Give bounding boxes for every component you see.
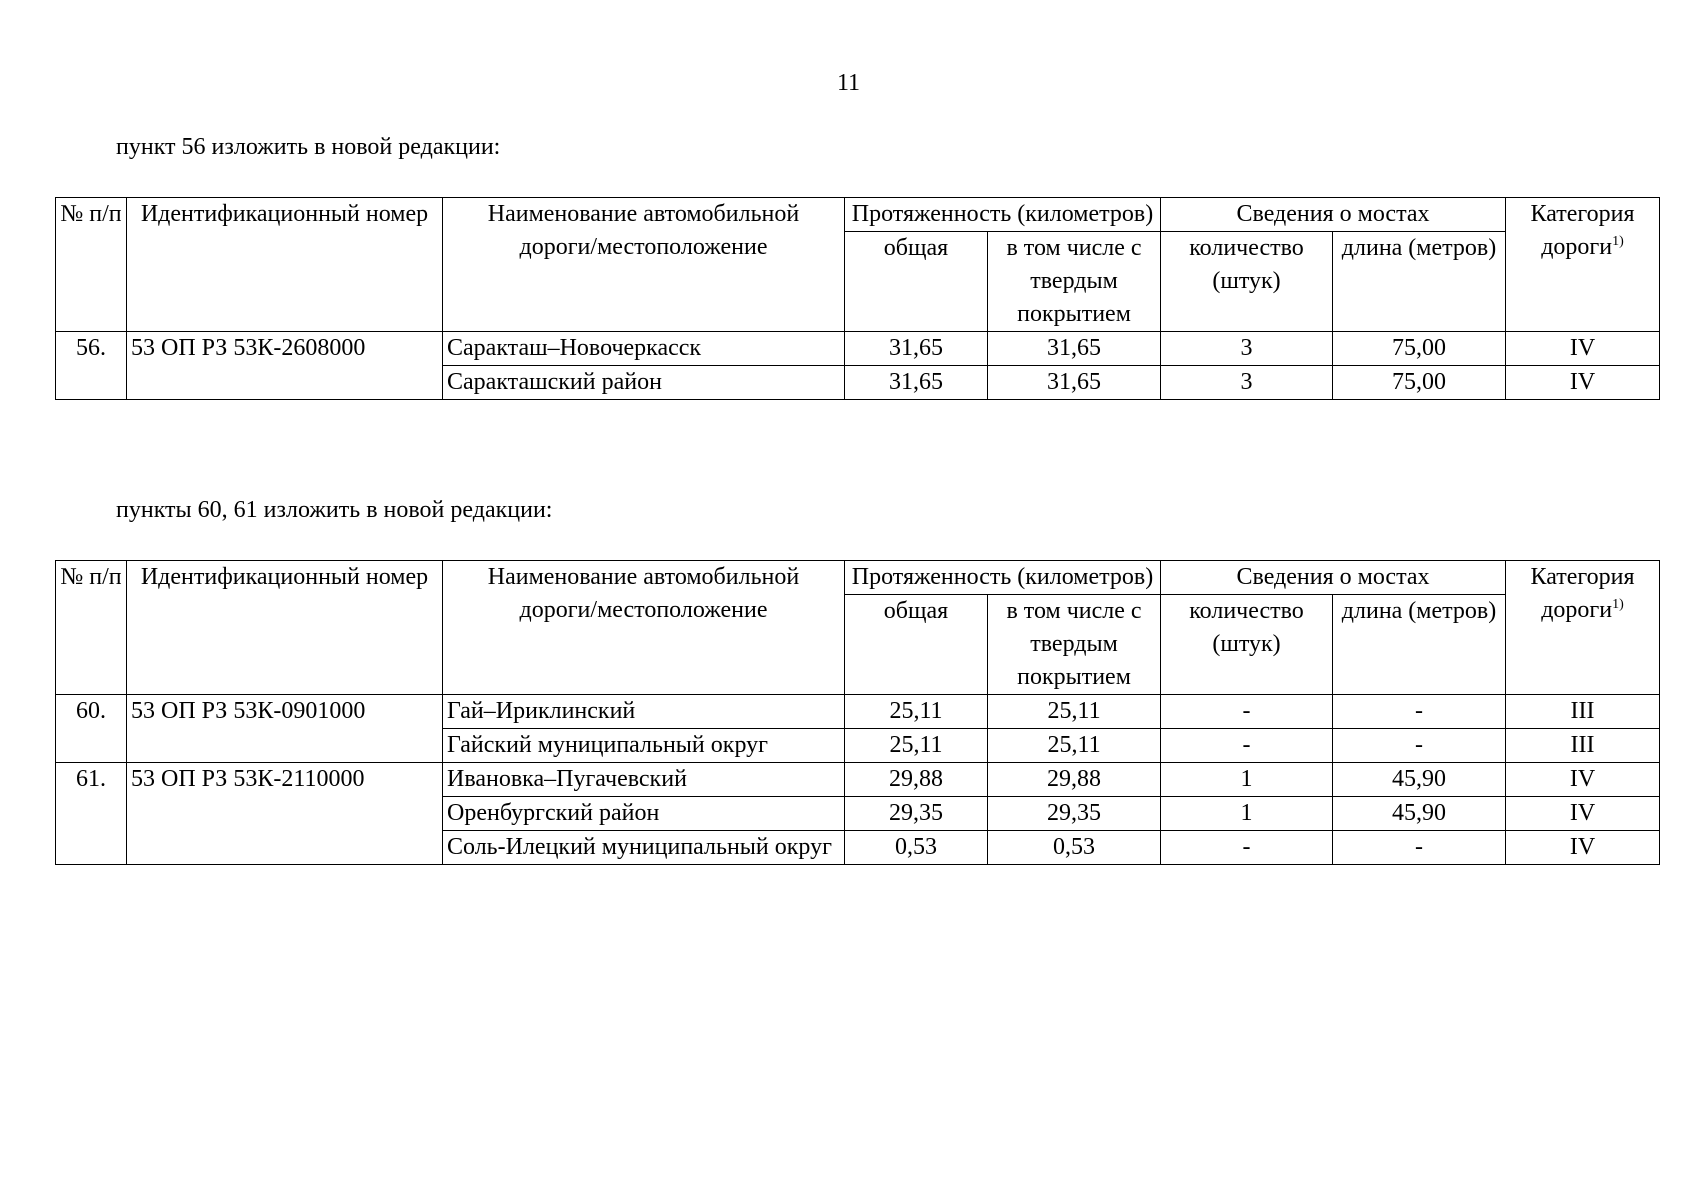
row-count: - — [1161, 695, 1333, 729]
header-hard: в том числе с твердым покрытием — [988, 232, 1161, 332]
row-hard: 29,88 — [988, 763, 1161, 797]
row-hard: 31,65 — [988, 332, 1161, 366]
row-name: Гай–Ириклинский — [443, 695, 845, 729]
header-no: № п/п — [56, 561, 127, 695]
row-category: III — [1506, 695, 1660, 729]
row-count: 1 — [1161, 763, 1333, 797]
header-category-label: Категория дороги — [1530, 201, 1635, 260]
page-number: 11 — [836, 70, 861, 96]
roads-table-1 — [55, 197, 1660, 400]
table-row — [56, 763, 1660, 797]
row-no: 56. — [56, 332, 127, 400]
row-name: Ивановка–Пугачевский — [443, 763, 845, 797]
row-name: Соль-Илецкий муниципальный округ — [443, 831, 845, 865]
row-hard: 29,35 — [988, 797, 1161, 831]
row-count: - — [1161, 831, 1333, 865]
section1-intro: пункт 56 изложить в новой редакции: — [116, 134, 501, 160]
header-bridge-length: длина (метров) — [1333, 232, 1506, 332]
row-category: IV — [1506, 366, 1660, 400]
row-length: 45,90 — [1333, 763, 1506, 797]
row-total: 25,11 — [845, 695, 988, 729]
header-id: Идентификационный номер — [127, 561, 443, 695]
row-no: 61. — [56, 763, 127, 865]
header-count: количество (штук) — [1161, 232, 1333, 332]
header-count: количество (штук) — [1161, 595, 1333, 695]
header-length-group: Протяженность (километров) — [845, 198, 1161, 232]
footnote-marker: 1) — [1612, 234, 1624, 249]
header-total: общая — [845, 595, 988, 695]
roads-table-2 — [55, 560, 1660, 865]
row-hard: 25,11 — [988, 695, 1161, 729]
header-category — [1506, 198, 1660, 332]
row-no: 60. — [56, 695, 127, 763]
row-id: 53 ОП РЗ 53К-0901000 — [127, 695, 443, 763]
row-total: 29,35 — [845, 797, 988, 831]
row-name: Саракташ–Новочеркасск — [443, 332, 845, 366]
row-length: - — [1333, 831, 1506, 865]
header-bridge-length: длина (метров) — [1333, 595, 1506, 695]
footnote-marker: 1) — [1612, 597, 1624, 612]
row-total: 25,11 — [845, 729, 988, 763]
row-id: 53 ОП РЗ 53К-2110000 — [127, 763, 443, 865]
row-category: III — [1506, 729, 1660, 763]
header-total: общая — [845, 232, 988, 332]
row-hard: 25,11 — [988, 729, 1161, 763]
row-length: 75,00 — [1333, 366, 1506, 400]
header-category — [1506, 561, 1660, 695]
row-category: IV — [1506, 763, 1660, 797]
header-id: Идентификационный номер — [127, 198, 443, 332]
header-bridges-group: Сведения о мостах — [1161, 561, 1506, 595]
header-name: Наименование автомобильной дороги/местоположение — [443, 198, 845, 332]
header-no: № п/п — [56, 198, 127, 332]
row-hard: 31,65 — [988, 366, 1161, 400]
header-length-group: Протяженность (километров) — [845, 561, 1161, 595]
row-id: 53 ОП РЗ 53К-2608000 — [127, 332, 443, 400]
row-total: 31,65 — [845, 366, 988, 400]
row-name: Гайский муниципальный округ — [443, 729, 845, 763]
row-count: 3 — [1161, 366, 1333, 400]
row-total: 0,53 — [845, 831, 988, 865]
row-name: Оренбургский район — [443, 797, 845, 831]
table-row — [56, 695, 1660, 729]
row-category: IV — [1506, 797, 1660, 831]
row-length: 45,90 — [1333, 797, 1506, 831]
header-bridges-group: Сведения о мостах — [1161, 198, 1506, 232]
row-total: 29,88 — [845, 763, 988, 797]
row-count: 1 — [1161, 797, 1333, 831]
row-count: 3 — [1161, 332, 1333, 366]
row-length: 75,00 — [1333, 332, 1506, 366]
section2-intro: пункты 60, 61 изложить в новой редакции: — [116, 497, 553, 523]
row-total: 31,65 — [845, 332, 988, 366]
row-length: - — [1333, 729, 1506, 763]
row-category: IV — [1506, 831, 1660, 865]
header-name: Наименование автомобильной дороги/местоположение — [443, 561, 845, 695]
header-hard: в том числе с твердым покрытием — [988, 595, 1161, 695]
row-category: IV — [1506, 332, 1660, 366]
table-row — [56, 332, 1660, 366]
header-category-label: Категория дороги — [1530, 564, 1635, 623]
row-hard: 0,53 — [988, 831, 1161, 865]
row-count: - — [1161, 729, 1333, 763]
row-name: Саракташский район — [443, 366, 845, 400]
row-length: - — [1333, 695, 1506, 729]
